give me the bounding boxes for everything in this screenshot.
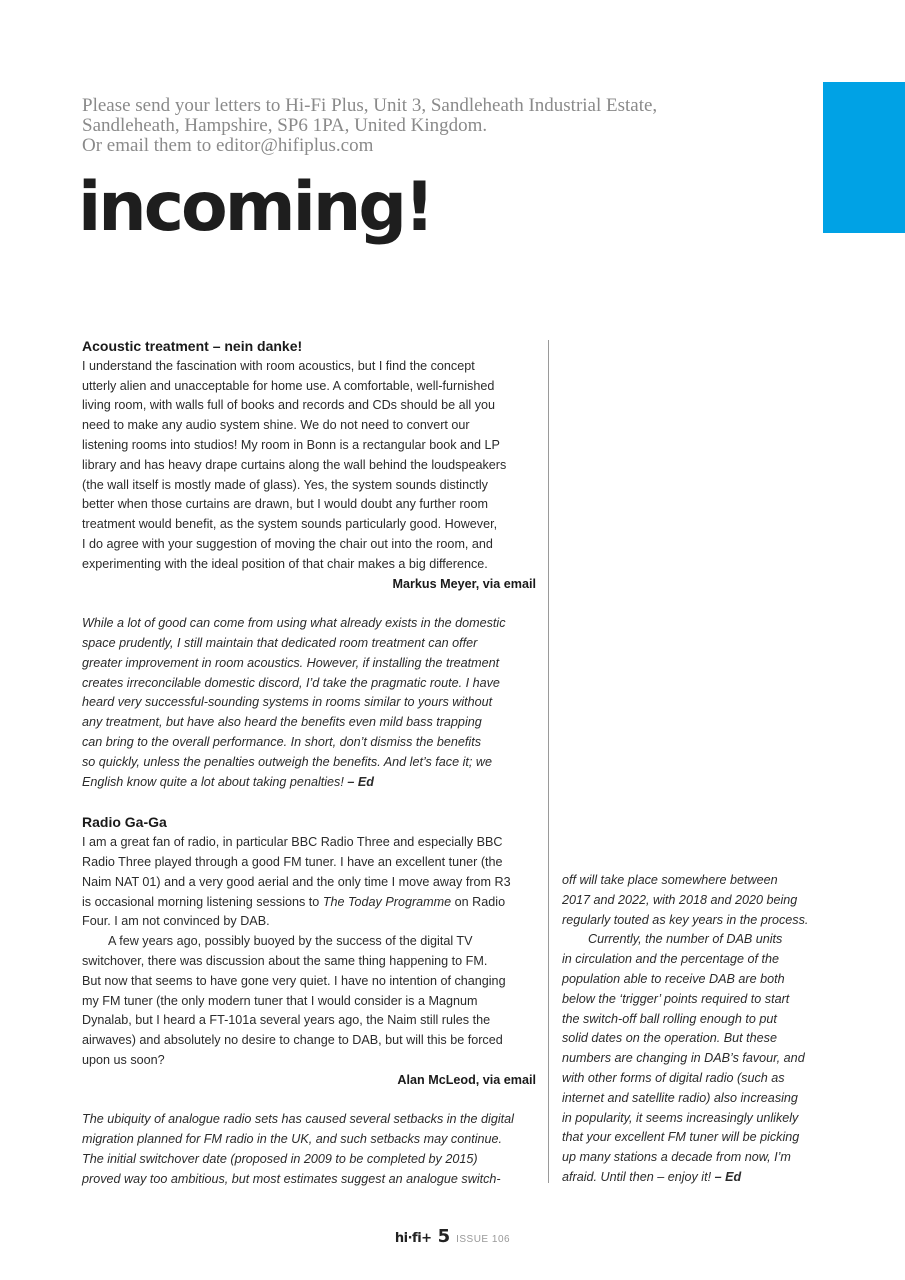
text-line: Dynalab, but I heard a FT-101a several years ago, the Naim still rules the [82, 1013, 491, 1028]
text-line: The initial switchover date (proposed in 2009 to be completed by 2015) [82, 1151, 478, 1166]
text-line: Currently, the number of DAB units [588, 932, 783, 947]
letter-heading: Acoustic treatment – nein danke! [82, 338, 303, 354]
editor-sign: – Ed [347, 774, 374, 789]
text-line: space prudently, I still maintain that dedicated room treatment can offer [82, 635, 478, 650]
text-line: (the wall itself is mostly made of glass). Yes, the system sounds distinctly [82, 477, 488, 492]
section-color-tab [823, 82, 905, 233]
address-line: Sandleheath, Hampshire, SP6 1PA, United Kingdom. [82, 115, 488, 136]
text-line: library and has heavy drape curtains along the wall behind the loudspeakers [82, 457, 507, 472]
text-line: migration planned for FM radio in the UK, and such setbacks may continue. [82, 1132, 503, 1147]
reply-text: English know quite a lot about taking penalties! [82, 774, 344, 789]
text-line: so quickly, unless the penalties outweigh the benefits. And let’s face it; we [82, 754, 493, 769]
text-line: in circulation and the percentage of the [562, 952, 780, 967]
page-number: 5 [437, 1226, 451, 1247]
letters-address [82, 96, 802, 156]
text-line: off will take place somewhere between [562, 873, 778, 887]
programme-title: The Today Programme [322, 894, 452, 909]
text-line: that your excellent FM tuner will be picking [562, 1130, 800, 1145]
text-line: Radio Three played through a good FM tuner. I have an excellent tuner (the [82, 854, 503, 869]
text-line: experimenting with the ideal position of that chair makes a big difference. [82, 556, 488, 571]
text-line: regularly touted as key years in the process. [562, 912, 809, 927]
text-line: greater improvement in room acoustics. However, if installing the treatment [82, 655, 500, 670]
text-line: Naim NAT 01) and a very good aerial and the only time I move away from R3 [82, 874, 511, 889]
text-line: utterly alien and unacceptable for home use. A comfortable, well-furnished [82, 378, 495, 393]
text-line: below the ‘trigger’ points required to start [562, 991, 790, 1006]
page-title: incoming! [78, 168, 433, 247]
letter-heading: Radio Ga-Ga [82, 814, 167, 831]
address-line: Please send your letters to Hi-Fi Plus, Unit 3, Sandleheath Industrial Estate, [82, 95, 658, 116]
page-footer [0, 1226, 905, 1247]
text-line: upon us soon? [82, 1052, 165, 1067]
text-fragment: on Radio [454, 894, 506, 909]
text-line: listening rooms into studios! My room in Bonn is a rectangular book and LP [82, 437, 500, 452]
text-line: I understand the fascination with room acoustics, but I find the concept [82, 358, 475, 373]
text-line: The ubiquity of analogue radio sets has caused several setbacks in the digital [82, 1112, 514, 1127]
text-line: switchover, there was discussion about the same thing happening to FM. [82, 953, 488, 968]
text-line: While a lot of good can come from using what already exists in the domestic [82, 616, 506, 631]
text-line: my FM tuner (the only modern tuner that I would consider is a Magnum [82, 993, 478, 1008]
magazine-logo: hi·fi+ [394, 1231, 432, 1246]
text-line [82, 773, 536, 793]
text-line: creates irreconcilable domestic discord, I’d take the pragmatic route. I have [82, 675, 500, 690]
text-line: need to make any audio system shine. We do not need to convert our [82, 418, 470, 433]
text-line: living room, with walls full of books and records and CDs should be all you [82, 398, 495, 413]
letter-signature: Markus Meyer, via email [392, 576, 536, 591]
text-line: up many stations a decade from now, I’m [562, 1150, 791, 1165]
text-line: the switch-off ball rolling enough to put [562, 1011, 777, 1026]
text-line: But now that seems to have gone very quiet. I have no intention of changing [82, 973, 506, 988]
right-column [562, 871, 826, 1188]
text-line: can bring to the overall performance. In short, don’t dismiss the benefits [82, 734, 482, 749]
editor-sign: – Ed [714, 1169, 742, 1184]
letter-signature: Alan McLeod, via email [397, 1072, 536, 1087]
text-line: in popularity, it seems increasingly unlikely [562, 1110, 799, 1125]
address-line: Or email them to editor@hifiplus.com [82, 135, 374, 156]
text-line: heard very successful-sounding systems in rooms similar to yours without [82, 695, 493, 710]
text-line: proved way too ambitious, but most estimates suggest an analogue switch- [82, 1171, 501, 1186]
text-line [562, 1168, 826, 1188]
text-line: I do agree with your suggestion of moving the chair out into the room, and [82, 536, 493, 551]
text-line: treatment would benefit, as the system sounds particularly good. However, [82, 517, 498, 532]
text-line: 2017 and 2022, with 2018 and 2020 being [562, 892, 798, 907]
column-divider [548, 340, 549, 1183]
text-line: airwaves) and absolutely no desire to change to DAB, but will this be forced [82, 1033, 503, 1048]
text-fragment: is occasional morning listening sessions to [82, 894, 320, 909]
text-line: Four. I am not convinced by DAB. [82, 914, 270, 929]
reply-text: afraid. Until then – enjoy it! [562, 1169, 712, 1184]
text-line: A few years ago, possibly buoyed by the success of the digital TV [108, 934, 473, 949]
text-line: I am a great fan of radio, in particular BBC Radio Three and especially BBC [82, 835, 503, 850]
letter-body [82, 357, 536, 575]
text-line: any treatment, but have also heard the benefits even mild bass trapping [82, 715, 482, 730]
text-line [82, 893, 536, 913]
issue-label: ISSUE 106 [456, 1234, 511, 1245]
text-line: population able to receive DAB are both [562, 971, 785, 986]
editor-reply [82, 1110, 536, 1189]
text-line: solid dates on the operation. But these [562, 1031, 777, 1046]
text-line: with other forms of digital radio (such as [562, 1070, 785, 1085]
text-line: internet and satellite radio) also increasing [562, 1090, 798, 1105]
text-line: better when those curtains are drawn, but I would doubt any further room [82, 497, 489, 512]
left-column [82, 337, 536, 1189]
letter-body [82, 833, 536, 1071]
text-line: numbers are changing in DAB’s favour, and [562, 1051, 805, 1066]
editor-reply [82, 614, 536, 792]
